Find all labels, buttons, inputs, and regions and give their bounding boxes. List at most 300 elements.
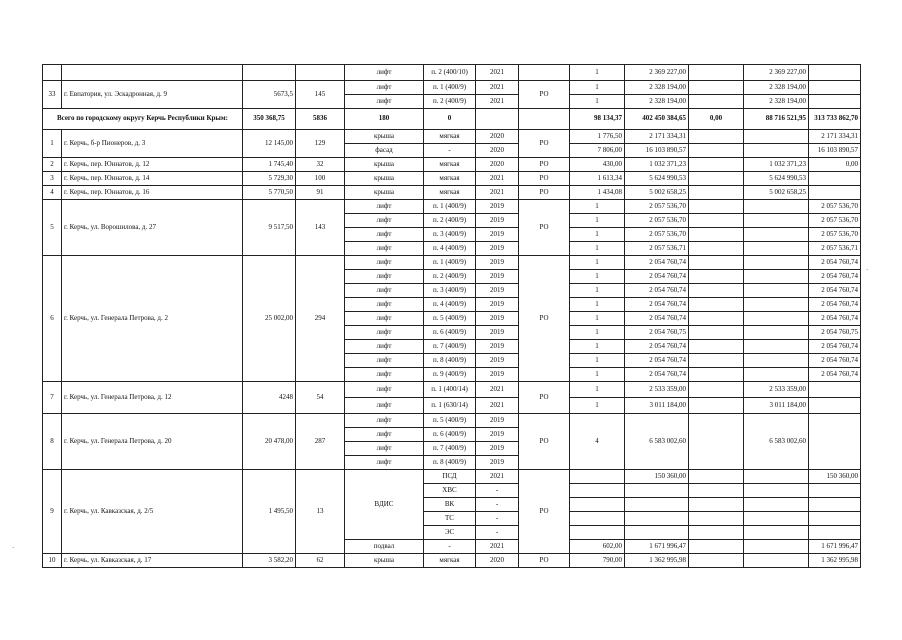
year-cell: 2019 bbox=[476, 354, 519, 368]
material-cell: п. 6 (400/9) bbox=[424, 326, 476, 340]
material-cell: п. 7 (400/9) bbox=[424, 442, 476, 456]
material-cell: п. 3 (400/9) bbox=[424, 228, 476, 242]
fund-1-cell bbox=[689, 214, 744, 228]
work-type-cell: лифт bbox=[345, 242, 424, 256]
material-cell: мягкая bbox=[424, 158, 476, 172]
fund-1-cell bbox=[689, 186, 744, 200]
fund-2-cell: 2 328 194,00 bbox=[744, 81, 809, 95]
financing-cell: РО bbox=[519, 554, 570, 568]
material-cell: - bbox=[424, 540, 476, 554]
work-type-cell: лифт bbox=[345, 298, 424, 312]
fund-1-cell bbox=[689, 228, 744, 242]
financing-cell: РО bbox=[519, 470, 570, 554]
fund-2-cell bbox=[744, 256, 809, 270]
address-cell: г. Керчь, ул. Генерала Петрова, д. 20 bbox=[62, 414, 243, 470]
area-cell: 9 517,50 bbox=[243, 200, 296, 256]
fund-1-cell bbox=[689, 298, 744, 312]
fund-1-cell bbox=[689, 65, 744, 81]
fund-1-cell bbox=[689, 498, 744, 512]
fund-2-cell bbox=[744, 242, 809, 256]
material-cell: п. 1 (400/9) bbox=[424, 256, 476, 270]
fund-3-cell: 2 057 536,71 bbox=[809, 242, 861, 256]
volume-cell: 1 613,34 bbox=[570, 172, 625, 186]
area-cell: 12 145,00 bbox=[243, 130, 296, 158]
fund-3-cell bbox=[809, 65, 861, 81]
fund-1-cell bbox=[689, 554, 744, 568]
material-cell: п. 1 (400/14) bbox=[424, 382, 476, 398]
year-cell: 2021 bbox=[476, 470, 519, 484]
year-cell: 2019 bbox=[476, 284, 519, 298]
volume-cell: 1 bbox=[570, 326, 625, 340]
register-sheet bbox=[42, 64, 860, 568]
area-cell: 20 478,00 bbox=[243, 414, 296, 470]
table-row bbox=[43, 554, 861, 568]
fund-1-cell bbox=[689, 270, 744, 284]
financing-cell: РО bbox=[519, 382, 570, 414]
fund-1-cell bbox=[689, 340, 744, 354]
area-cell: 25 002,00 bbox=[243, 256, 296, 382]
volume-cell: 1 bbox=[570, 312, 625, 326]
fund-1-cell bbox=[689, 256, 744, 270]
cost-cell: 3 011 184,00 bbox=[625, 398, 689, 414]
cost-cell: 2 054 760,74 bbox=[625, 298, 689, 312]
material-cell: п. 2 (400/9) bbox=[424, 214, 476, 228]
fund-2-cell bbox=[744, 340, 809, 354]
material-cell: п. 8 (400/9) bbox=[424, 354, 476, 368]
work-type-cell: лифт bbox=[345, 214, 424, 228]
work-type-cell: крыша bbox=[345, 130, 424, 144]
fund-2-cell bbox=[744, 470, 809, 484]
fund-2-cell: 2 533 359,00 bbox=[744, 382, 809, 398]
area-cell: 1 745,40 bbox=[243, 158, 296, 172]
cost-cell bbox=[625, 498, 689, 512]
volume-cell: 1 bbox=[570, 95, 625, 109]
cost-cell: 2 057 536,71 bbox=[625, 242, 689, 256]
year-cell: 2019 bbox=[476, 414, 519, 428]
year-cell: 2020 bbox=[476, 554, 519, 568]
address-cell: г. Керчь, пер. Юннатов, д. 12 bbox=[62, 158, 243, 172]
fund-3-cell: 1 671 996,47 bbox=[809, 540, 861, 554]
volume-cell: 1 bbox=[570, 214, 625, 228]
material-cell: мягкая bbox=[424, 186, 476, 200]
table-row bbox=[43, 256, 861, 270]
scan-dot: · bbox=[866, 266, 869, 274]
cost-cell: 2 054 760,74 bbox=[625, 312, 689, 326]
material-cell: ХВС bbox=[424, 484, 476, 498]
year-cell: 2021 bbox=[476, 172, 519, 186]
year-cell: 2019 bbox=[476, 428, 519, 442]
work-type-cell: фасад bbox=[345, 144, 424, 158]
fund-1-cell bbox=[689, 326, 744, 340]
volume-cell bbox=[570, 526, 625, 540]
fund-2-cell bbox=[744, 354, 809, 368]
table-row bbox=[43, 130, 861, 144]
fund-2-cell bbox=[744, 214, 809, 228]
row-number-cell: 33 bbox=[43, 81, 62, 109]
fund-2-cell: 6 583 002,60 bbox=[744, 414, 809, 470]
material-cell: п. 6 (400/9) bbox=[424, 428, 476, 442]
area-cell: 4248 bbox=[243, 382, 296, 414]
work-type-cell: лифт bbox=[345, 354, 424, 368]
fund-2-cell: 5 002 658,25 bbox=[744, 186, 809, 200]
fund-3-cell bbox=[809, 81, 861, 95]
work-type-cell: лифт bbox=[345, 65, 424, 81]
cost-cell: 2 328 194,00 bbox=[625, 81, 689, 95]
table-row bbox=[43, 172, 861, 186]
total-label-cell: Всего по городскому округу Керчь Республики Крым: bbox=[43, 109, 243, 130]
table-row bbox=[43, 414, 861, 428]
fund-1-cell bbox=[689, 312, 744, 326]
volume-cell: 1 bbox=[570, 228, 625, 242]
work-type-cell: лифт bbox=[345, 228, 424, 242]
volume-cell: 1 bbox=[570, 65, 625, 81]
year-cell: 2019 bbox=[476, 456, 519, 470]
fund-2-cell bbox=[744, 368, 809, 382]
cost-cell: 2 054 760,74 bbox=[625, 354, 689, 368]
residents-cell: 100 bbox=[296, 172, 345, 186]
volume-cell bbox=[570, 498, 625, 512]
fund-3-cell: 2 054 760,74 bbox=[809, 256, 861, 270]
fund-2-cell bbox=[744, 144, 809, 158]
year-cell: 2019 bbox=[476, 228, 519, 242]
cost-cell: 5 624 990,53 bbox=[625, 172, 689, 186]
fund-2-cell bbox=[744, 484, 809, 498]
fund-2-cell: 2 328 194,00 bbox=[744, 95, 809, 109]
work-type-cell: лифт bbox=[345, 368, 424, 382]
financing-cell: РО bbox=[519, 130, 570, 158]
material-cell: 0 bbox=[424, 109, 476, 130]
material-cell: п. 5 (400/9) bbox=[424, 312, 476, 326]
volume-cell bbox=[570, 512, 625, 526]
cost-cell: 2 054 760,74 bbox=[625, 340, 689, 354]
fund-3-cell bbox=[809, 512, 861, 526]
year-cell: 2019 bbox=[476, 368, 519, 382]
work-type-cell: лифт bbox=[345, 340, 424, 354]
fund-1-cell bbox=[689, 172, 744, 186]
volume-cell: 98 134,37 bbox=[570, 109, 625, 130]
work-type-cell: крыша bbox=[345, 172, 424, 186]
material-cell: п. 1 (400/9) bbox=[424, 200, 476, 214]
fund-3-cell: 2 057 536,70 bbox=[809, 228, 861, 242]
fund-1-cell bbox=[689, 398, 744, 414]
material-cell: п. 3 (400/9) bbox=[424, 284, 476, 298]
work-type-cell: лифт bbox=[345, 256, 424, 270]
fund-1-cell bbox=[689, 540, 744, 554]
work-type-cell: крыша bbox=[345, 554, 424, 568]
area-cell bbox=[243, 65, 296, 81]
table-row bbox=[43, 81, 861, 95]
material-cell: ЭС bbox=[424, 526, 476, 540]
fund-2-cell: 5 624 990,53 bbox=[744, 172, 809, 186]
area-cell: 5 770,50 bbox=[243, 186, 296, 200]
fund-1-cell bbox=[689, 512, 744, 526]
year-cell: - bbox=[476, 498, 519, 512]
fund-3-cell: 2 054 760,74 bbox=[809, 354, 861, 368]
fund-2-cell bbox=[744, 554, 809, 568]
cost-cell: 16 103 890,57 bbox=[625, 144, 689, 158]
financing-cell bbox=[519, 109, 570, 130]
financing-cell: РО bbox=[519, 172, 570, 186]
table-body bbox=[43, 65, 861, 568]
year-cell: 2021 bbox=[476, 382, 519, 398]
fund-3-cell: 150 360,00 bbox=[809, 470, 861, 484]
address-cell: г. Евпатория, ул. Эскадронная, д. 9 bbox=[62, 81, 243, 109]
material-cell: п. 4 (400/9) bbox=[424, 298, 476, 312]
row-number-cell: 10 bbox=[43, 554, 62, 568]
material-cell: ПСД bbox=[424, 470, 476, 484]
fund-1-cell bbox=[689, 95, 744, 109]
fund-1-cell bbox=[689, 484, 744, 498]
row-number-cell: 4 bbox=[43, 186, 62, 200]
fund-3-cell: 2 054 760,74 bbox=[809, 340, 861, 354]
volume-cell: 1 bbox=[570, 270, 625, 284]
fund-3-cell: 313 733 862,70 bbox=[809, 109, 861, 130]
row-number-cell: 7 bbox=[43, 382, 62, 414]
year-cell: 2021 bbox=[476, 186, 519, 200]
year-cell: - bbox=[476, 512, 519, 526]
area-cell: 5 729,30 bbox=[243, 172, 296, 186]
year-cell: - bbox=[476, 526, 519, 540]
cost-cell: 2 054 760,74 bbox=[625, 270, 689, 284]
financing-cell: РО bbox=[519, 81, 570, 109]
address-cell: г. Керчь, ул. Кавказская, д. 2/5 bbox=[62, 470, 243, 554]
area-cell: 3 582,20 bbox=[243, 554, 296, 568]
material-cell: п. 2 (400/10) bbox=[424, 65, 476, 81]
table-row bbox=[43, 200, 861, 214]
material-cell: п. 2 (400/9) bbox=[424, 270, 476, 284]
fund-3-cell: 16 103 890,57 bbox=[809, 144, 861, 158]
fund-2-cell bbox=[744, 512, 809, 526]
residents-cell: 62 bbox=[296, 554, 345, 568]
fund-2-cell bbox=[744, 298, 809, 312]
material-cell: п. 2 (400/9) bbox=[424, 95, 476, 109]
fund-3-cell: 2 054 760,74 bbox=[809, 284, 861, 298]
volume-cell: 1 776,50 bbox=[570, 130, 625, 144]
fund-2-cell: 88 716 521,95 bbox=[744, 109, 809, 130]
cost-cell: 2 533 359,00 bbox=[625, 382, 689, 398]
volume-cell: 1 bbox=[570, 340, 625, 354]
volume-cell: 1 434,08 bbox=[570, 186, 625, 200]
volume-cell: 430,00 bbox=[570, 158, 625, 172]
volume-cell: 1 bbox=[570, 298, 625, 312]
work-type-cell: лифт bbox=[345, 270, 424, 284]
financing-cell: РО bbox=[519, 200, 570, 256]
fund-2-cell: 3 011 184,00 bbox=[744, 398, 809, 414]
material-cell: п. 4 (400/9) bbox=[424, 242, 476, 256]
cost-cell: 402 450 384,65 bbox=[625, 109, 689, 130]
year-cell: 2020 bbox=[476, 158, 519, 172]
volume-cell: 1 bbox=[570, 382, 625, 398]
residents-cell: 5836 bbox=[296, 109, 345, 130]
volume-cell: 1 bbox=[570, 368, 625, 382]
area-cell: 350 368,75 bbox=[243, 109, 296, 130]
row-number-cell: 9 bbox=[43, 470, 62, 554]
fund-3-cell bbox=[809, 95, 861, 109]
work-type-cell: лифт bbox=[345, 326, 424, 340]
row-number-cell: 8 bbox=[43, 414, 62, 470]
work-category-cell: ВДИС bbox=[345, 470, 424, 540]
volume-cell: 1 bbox=[570, 256, 625, 270]
fund-1-cell bbox=[689, 200, 744, 214]
address-cell bbox=[62, 65, 243, 81]
fund-3-cell bbox=[809, 484, 861, 498]
fund-1-cell bbox=[689, 144, 744, 158]
material-cell: ВК bbox=[424, 498, 476, 512]
cost-cell bbox=[625, 484, 689, 498]
fund-3-cell: 2 054 760,74 bbox=[809, 270, 861, 284]
fund-2-cell bbox=[744, 312, 809, 326]
work-type-cell: лифт bbox=[345, 95, 424, 109]
volume-cell: 1 bbox=[570, 242, 625, 256]
work-type-cell: лифт bbox=[345, 382, 424, 398]
volume-cell: 7 806,00 bbox=[570, 144, 625, 158]
cost-cell bbox=[625, 512, 689, 526]
year-cell: 2020 bbox=[476, 144, 519, 158]
material-cell: - bbox=[424, 144, 476, 158]
work-type-cell: лифт bbox=[345, 81, 424, 95]
material-cell: п. 5 (400/9) bbox=[424, 414, 476, 428]
row-number-cell: 2 bbox=[43, 158, 62, 172]
row-number-cell: 1 bbox=[43, 130, 62, 158]
volume-cell: 1 bbox=[570, 354, 625, 368]
fund-2-cell bbox=[744, 130, 809, 144]
residents-cell: 287 bbox=[296, 414, 345, 470]
cost-cell: 1 032 371,23 bbox=[625, 158, 689, 172]
volume-cell: 4 bbox=[570, 414, 625, 470]
cost-cell: 2 054 760,74 bbox=[625, 256, 689, 270]
fund-3-cell: 0,00 bbox=[809, 158, 861, 172]
volume-cell: 1 bbox=[570, 200, 625, 214]
residents-cell: 143 bbox=[296, 200, 345, 256]
fund-1-cell bbox=[689, 284, 744, 298]
financing-cell: РО bbox=[519, 158, 570, 172]
year-cell: 2019 bbox=[476, 442, 519, 456]
fund-3-cell bbox=[809, 186, 861, 200]
fund-3-cell bbox=[809, 398, 861, 414]
fund-3-cell: 2 057 536,70 bbox=[809, 200, 861, 214]
financing-cell: РО bbox=[519, 186, 570, 200]
address-cell: г. Керчь, ул. Генерала Петрова, д. 2 bbox=[62, 256, 243, 382]
fund-2-cell bbox=[744, 326, 809, 340]
fund-1-cell bbox=[689, 158, 744, 172]
table-row bbox=[43, 186, 861, 200]
work-type-cell: подвал bbox=[345, 540, 424, 554]
work-type-cell: крыша bbox=[345, 186, 424, 200]
table-row bbox=[43, 109, 861, 130]
residents-cell: 145 bbox=[296, 81, 345, 109]
material-cell: мягкая bbox=[424, 130, 476, 144]
volume-cell: 1 bbox=[570, 398, 625, 414]
area-cell: 5673,5 bbox=[243, 81, 296, 109]
row-number-cell bbox=[43, 65, 62, 81]
cost-cell: 1 671 996,47 bbox=[625, 540, 689, 554]
cost-cell: 2 369 227,00 bbox=[625, 65, 689, 81]
year-cell: 2020 bbox=[476, 130, 519, 144]
fund-1-cell: 0,00 bbox=[689, 109, 744, 130]
cost-cell: 2 057 536,70 bbox=[625, 214, 689, 228]
work-type-cell: лифт bbox=[345, 284, 424, 298]
table-row bbox=[43, 382, 861, 398]
address-cell: г. Керчь, ул. Кавказская, д. 17 bbox=[62, 554, 243, 568]
fund-2-cell: 1 032 371,23 bbox=[744, 158, 809, 172]
table-row bbox=[43, 470, 861, 484]
year-cell: 2021 bbox=[476, 398, 519, 414]
work-type-cell: лифт bbox=[345, 200, 424, 214]
fund-3-cell bbox=[809, 172, 861, 186]
row-number-cell: 5 bbox=[43, 200, 62, 256]
table-row bbox=[43, 158, 861, 172]
cost-cell: 2 054 760,74 bbox=[625, 368, 689, 382]
volume-cell: 790,00 bbox=[570, 554, 625, 568]
cost-cell: 2 057 536,70 bbox=[625, 228, 689, 242]
fund-3-cell: 2 054 760,74 bbox=[809, 368, 861, 382]
fund-1-cell bbox=[689, 526, 744, 540]
fund-1-cell bbox=[689, 470, 744, 484]
cost-cell: 2 328 194,00 bbox=[625, 95, 689, 109]
fund-2-cell bbox=[744, 526, 809, 540]
volume-cell bbox=[570, 484, 625, 498]
fund-1-cell bbox=[689, 382, 744, 398]
cost-cell bbox=[625, 526, 689, 540]
fund-3-cell: 2 057 536,70 bbox=[809, 214, 861, 228]
work-type-cell: лифт bbox=[345, 442, 424, 456]
fund-2-cell: 2 369 227,00 bbox=[744, 65, 809, 81]
work-type-cell: лифт bbox=[345, 312, 424, 326]
material-cell: п. 9 (400/9) bbox=[424, 368, 476, 382]
year-cell: 2021 bbox=[476, 540, 519, 554]
year-cell: 2019 bbox=[476, 312, 519, 326]
fund-1-cell bbox=[689, 242, 744, 256]
fund-3-cell bbox=[809, 382, 861, 398]
financing-cell: РО bbox=[519, 414, 570, 470]
year-cell: 2021 bbox=[476, 95, 519, 109]
fund-3-cell: 2 171 334,31 bbox=[809, 130, 861, 144]
year-cell: 2019 bbox=[476, 200, 519, 214]
fund-3-cell: 1 362 995,98 bbox=[809, 554, 861, 568]
work-type-cell: лифт bbox=[345, 456, 424, 470]
address-cell: г. Керчь, ул. Генерала Петрова, д. 12 bbox=[62, 382, 243, 414]
year-cell: 2019 bbox=[476, 298, 519, 312]
fund-1-cell bbox=[689, 354, 744, 368]
cost-cell: 1 362 995,98 bbox=[625, 554, 689, 568]
cost-cell: 5 002 658,25 bbox=[625, 186, 689, 200]
year-cell: 2019 bbox=[476, 256, 519, 270]
financing-cell bbox=[519, 65, 570, 81]
fund-3-cell: 2 054 760,74 bbox=[809, 312, 861, 326]
year-cell: 2021 bbox=[476, 65, 519, 81]
cost-cell: 2 171 334,31 bbox=[625, 130, 689, 144]
year-cell: 2021 bbox=[476, 81, 519, 95]
cost-cell: 2 057 536,70 bbox=[625, 200, 689, 214]
material-cell: п. 8 (400/9) bbox=[424, 456, 476, 470]
residents-cell bbox=[296, 65, 345, 81]
fund-3-cell bbox=[809, 414, 861, 470]
volume-cell: 1 bbox=[570, 81, 625, 95]
row-number-cell: 3 bbox=[43, 172, 62, 186]
residents-cell: 13 bbox=[296, 470, 345, 554]
fund-3-cell bbox=[809, 526, 861, 540]
fund-2-cell bbox=[744, 498, 809, 512]
table-row bbox=[43, 65, 861, 81]
fund-2-cell bbox=[744, 540, 809, 554]
work-type-cell: лифт bbox=[345, 398, 424, 414]
fund-1-cell bbox=[689, 130, 744, 144]
work-type-cell: лифт bbox=[345, 428, 424, 442]
volume-cell: 602,00 bbox=[570, 540, 625, 554]
cost-cell: 2 054 760,75 bbox=[625, 326, 689, 340]
year-cell: - bbox=[476, 484, 519, 498]
material-cell: ТС bbox=[424, 512, 476, 526]
